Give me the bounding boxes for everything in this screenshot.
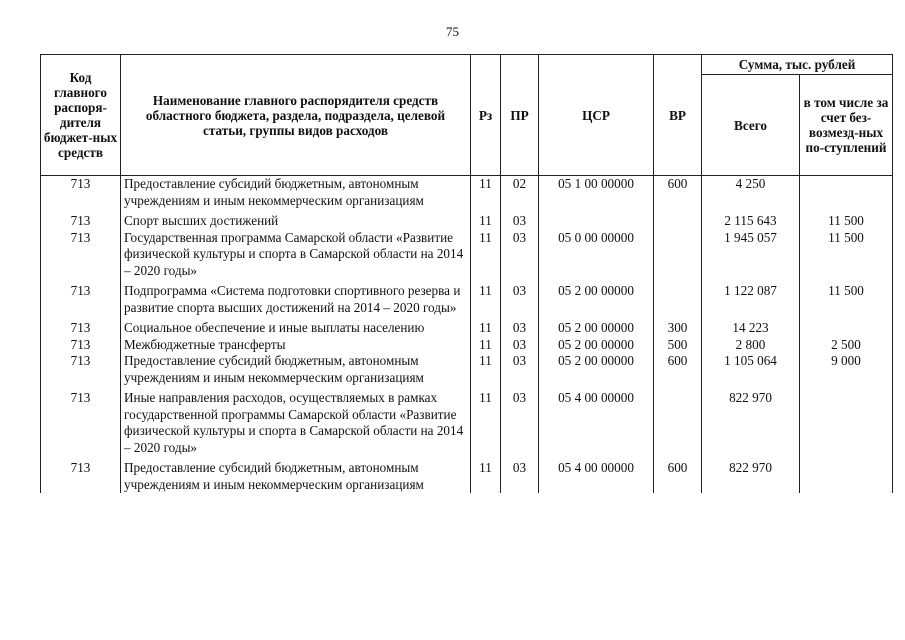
cell-free: 11 500 bbox=[800, 230, 893, 284]
cell-rz: 11 bbox=[471, 460, 501, 493]
table-row bbox=[41, 353, 893, 390]
cell-code: 713 bbox=[41, 213, 121, 230]
cell-pr: 03 bbox=[501, 353, 539, 390]
cell-free: 9 000 bbox=[800, 353, 893, 390]
cell-total: 4 250 bbox=[702, 176, 800, 214]
cell-name: Предоставление субсидий бюджетным, автономным учреждениям и иным некоммерческим организациям bbox=[121, 460, 471, 493]
cell-vr bbox=[654, 390, 702, 460]
header-vr: ВР bbox=[654, 55, 702, 176]
cell-pr: 03 bbox=[501, 283, 539, 320]
cell-free: 11 500 bbox=[800, 213, 893, 230]
cell-rz: 11 bbox=[471, 230, 501, 284]
cell-csr: 05 4 00 00000 bbox=[539, 390, 654, 460]
cell-pr: 03 bbox=[501, 230, 539, 284]
table-row bbox=[41, 213, 893, 230]
table-row bbox=[41, 230, 893, 284]
cell-csr: 05 2 00 00000 bbox=[539, 320, 654, 337]
cell-vr: 500 bbox=[654, 337, 702, 354]
cell-rz: 11 bbox=[471, 213, 501, 230]
table-header bbox=[41, 55, 893, 176]
page-number: 75 bbox=[446, 24, 459, 39]
cell-csr: 05 4 00 00000 bbox=[539, 460, 654, 493]
cell-name: Предоставление субсидий бюджетным, автономным учреждениям и иным некоммерческим организациям bbox=[121, 353, 471, 390]
cell-total: 2 115 643 bbox=[702, 213, 800, 230]
cell-vr: 600 bbox=[654, 353, 702, 390]
cell-rz: 11 bbox=[471, 390, 501, 460]
cell-vr bbox=[654, 283, 702, 320]
cell-rz: 11 bbox=[471, 337, 501, 354]
cell-total: 1 122 087 bbox=[702, 283, 800, 320]
cell-pr: 02 bbox=[501, 176, 539, 214]
cell-pr: 03 bbox=[501, 320, 539, 337]
cell-rz: 11 bbox=[471, 320, 501, 337]
table-row bbox=[41, 337, 893, 354]
cell-csr: 05 2 00 00000 bbox=[539, 283, 654, 320]
cell-free bbox=[800, 460, 893, 493]
cell-total: 822 970 bbox=[702, 460, 800, 493]
cell-name: Спорт высших достижений bbox=[121, 213, 471, 230]
cell-code: 713 bbox=[41, 176, 121, 214]
budget-table bbox=[40, 54, 893, 493]
cell-vr: 300 bbox=[654, 320, 702, 337]
cell-code: 713 bbox=[41, 283, 121, 320]
cell-code: 713 bbox=[41, 460, 121, 493]
cell-vr: 600 bbox=[654, 176, 702, 214]
header-sum: Сумма, тыс. рублей bbox=[702, 55, 893, 75]
header-name: Наименование главного распорядителя средств областного бюджета, раздела, подраздела, целевой статьи, группы видов расходов bbox=[121, 55, 471, 176]
cell-pr: 03 bbox=[501, 390, 539, 460]
header-pr: ПР bbox=[501, 55, 539, 176]
cell-name: Предоставление субсидий бюджетным, автономным учреждениям и иным некоммерческим организациям bbox=[121, 176, 471, 214]
cell-name: Иные направления расходов, осуществляемых в рамках государственной программы Самарской области «Развитие физической культуры и спорта в Самарской области на 2014 – 2020 годы» bbox=[121, 390, 471, 460]
cell-csr: 05 0 00 00000 bbox=[539, 230, 654, 284]
header-rz: Рз bbox=[471, 55, 501, 176]
cell-total: 14 223 bbox=[702, 320, 800, 337]
cell-code: 713 bbox=[41, 390, 121, 460]
cell-total: 1 105 064 bbox=[702, 353, 800, 390]
table-row bbox=[41, 283, 893, 320]
cell-code: 713 bbox=[41, 320, 121, 337]
table-row bbox=[41, 390, 893, 460]
cell-name: Государственная программа Самарской области «Развитие физической культуры и спорта в Самарской области на 2014 – 2020 годы» bbox=[121, 230, 471, 284]
cell-csr: 05 1 00 00000 bbox=[539, 176, 654, 214]
cell-pr: 03 bbox=[501, 337, 539, 354]
cell-rz: 11 bbox=[471, 353, 501, 390]
cell-code: 713 bbox=[41, 353, 121, 390]
cell-vr bbox=[654, 213, 702, 230]
table-body bbox=[41, 176, 893, 494]
header-total: Всего bbox=[702, 75, 800, 176]
cell-csr bbox=[539, 213, 654, 230]
cell-free: 11 500 bbox=[800, 283, 893, 320]
cell-total: 2 800 bbox=[702, 337, 800, 354]
cell-csr: 05 2 00 00000 bbox=[539, 337, 654, 354]
cell-vr: 600 bbox=[654, 460, 702, 493]
cell-rz: 11 bbox=[471, 283, 501, 320]
cell-name: Подпрограмма «Система подготовки спортивного резерва и развитие спорта высших достижений на 2014 – 2020 годы» bbox=[121, 283, 471, 320]
cell-name: Межбюджетные трансферты bbox=[121, 337, 471, 354]
cell-vr bbox=[654, 230, 702, 284]
cell-total: 822 970 bbox=[702, 390, 800, 460]
header-free: в том числе за счет без-возмезд-ных по-ступлений bbox=[800, 75, 893, 176]
cell-pr: 03 bbox=[501, 213, 539, 230]
cell-free bbox=[800, 320, 893, 337]
cell-free bbox=[800, 390, 893, 460]
cell-total: 1 945 057 bbox=[702, 230, 800, 284]
cell-name: Социальное обеспечение и иные выплаты населению bbox=[121, 320, 471, 337]
cell-code: 713 bbox=[41, 337, 121, 354]
cell-csr: 05 2 00 00000 bbox=[539, 353, 654, 390]
cell-rz: 11 bbox=[471, 176, 501, 214]
table-row bbox=[41, 460, 893, 493]
table-row bbox=[41, 176, 893, 214]
header-csr: ЦСР bbox=[539, 55, 654, 176]
cell-pr: 03 bbox=[501, 460, 539, 493]
cell-free: 2 500 bbox=[800, 337, 893, 354]
cell-free bbox=[800, 176, 893, 214]
cell-code: 713 bbox=[41, 230, 121, 284]
header-code: Код главного распоря-дителя бюджет-ных средств bbox=[41, 55, 121, 176]
table-row bbox=[41, 320, 893, 337]
